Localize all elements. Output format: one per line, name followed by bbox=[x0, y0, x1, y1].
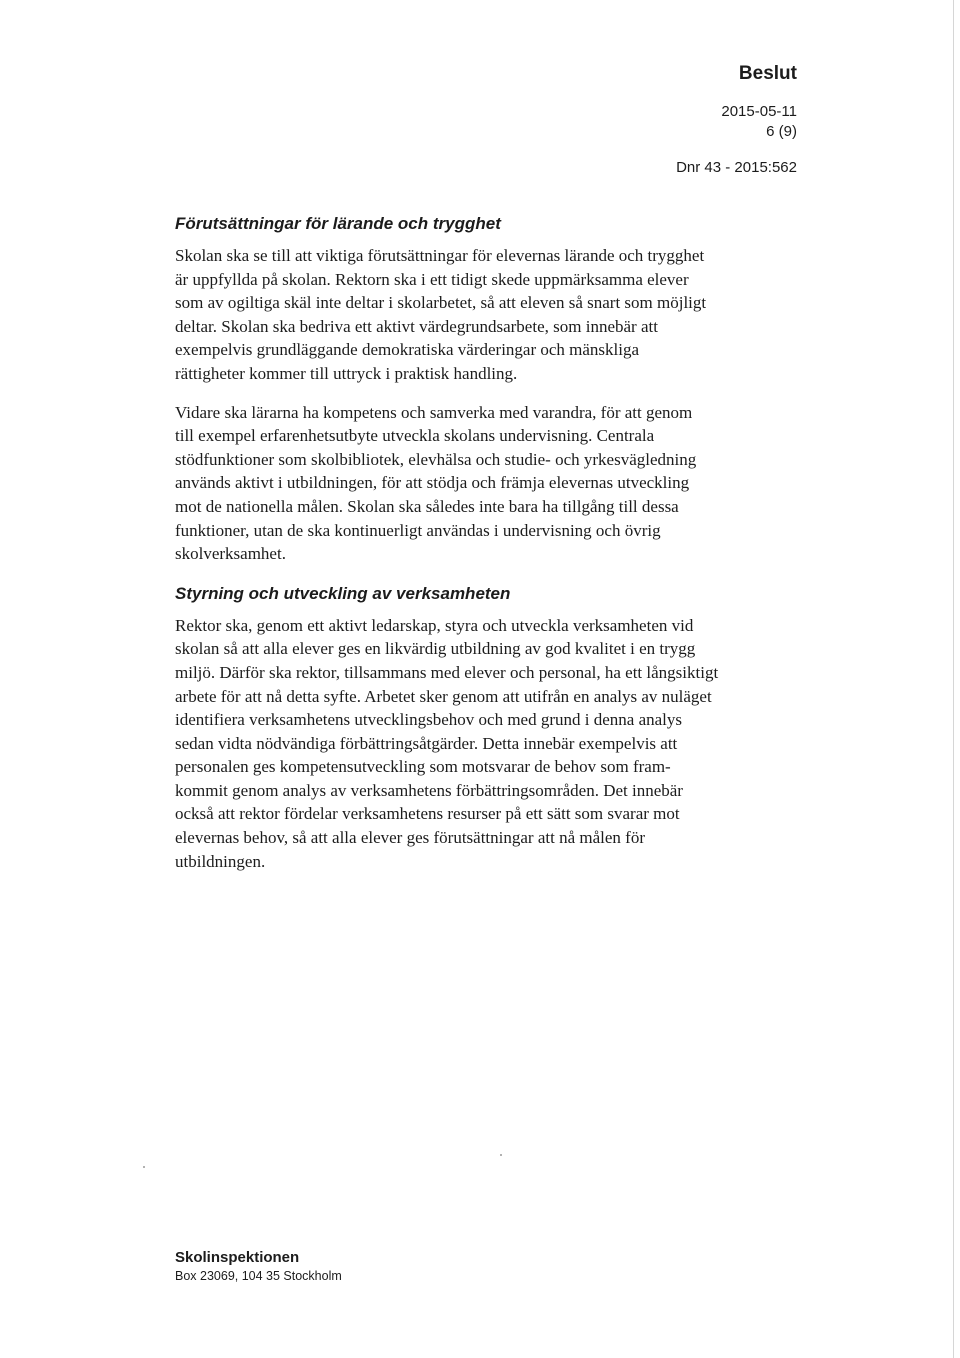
text-line: är uppfyllda på skolan. Rektorn ska i ett tidigt skede uppmärksamma elever bbox=[175, 269, 689, 289]
text-line: sedan vidta nödvändiga förbättringsåtgärder. Detta innebär exempelvis att bbox=[175, 733, 678, 753]
document-header bbox=[676, 60, 797, 178]
text-line: Skolan ska se till att viktiga förutsättningar för elevernas lärande och trygghet bbox=[175, 246, 705, 265]
text-line: används aktivt i utbildningen, för att stödja och främja elevernas utveckling bbox=[175, 473, 690, 493]
text-line: utbildningen. bbox=[175, 851, 266, 871]
section-governance bbox=[175, 582, 805, 874]
scan-speck bbox=[500, 1154, 502, 1156]
text-line: som av ogiltiga skäl inte deltar i skolarbetet, så att eleven så snart som möjligt bbox=[175, 293, 707, 313]
text-line: personalen ges kompetensutveckling som motsvarar de behov som fram- bbox=[175, 757, 671, 777]
scan-speck bbox=[143, 1166, 145, 1168]
document-date: 2015-05-11 bbox=[721, 103, 797, 120]
text-line: identifiera verksamhetens utvecklingsbehov och med grund i denna analys bbox=[175, 710, 683, 730]
section-heading: Förutsättningar för lärande och trygghet bbox=[175, 214, 501, 233]
document-type: Beslut bbox=[738, 63, 797, 84]
text-line: rättigheter kommer till uttryck i praktisk handling. bbox=[175, 363, 518, 383]
text-line: skolverksamhet. bbox=[175, 544, 286, 564]
text-line: också att rektor fördelar verksamhetens resurser på ett sätt som svarar mot bbox=[175, 804, 680, 824]
page-number: 6 (9) bbox=[766, 123, 797, 140]
text-line: exempelvis grundläggande demokratiska värderingar och mänskliga bbox=[175, 340, 640, 360]
text-line: funktioner, utan de ska kontinuerligt användas i undervisning och övrig bbox=[175, 520, 661, 540]
text-line: Rektor ska, genom ett aktivt ledarskap, styra och utveckla verksamheten vid bbox=[175, 615, 694, 635]
paragraph bbox=[175, 244, 805, 386]
text-line: arbete för att nå detta syfte. Arbetet sker genom att utifrån en analys av nuläget bbox=[175, 686, 712, 706]
paragraph bbox=[175, 401, 805, 566]
section-learning-safety bbox=[175, 212, 805, 566]
text-line: mot de nationella målen. Skolan ska således inte bara ha tillgång till dessa bbox=[175, 496, 679, 516]
text-line: skolan så att alla elever ges en likvärdig utbildning av god kvalitet i en trygg bbox=[175, 639, 696, 659]
organization-address: Box 23069, 104 35 Stockholm bbox=[175, 1269, 342, 1283]
paragraph bbox=[175, 614, 805, 874]
registration-number: Dnr 43 - 2015:562 bbox=[676, 159, 797, 176]
document-footer bbox=[175, 1248, 342, 1284]
section-heading: Styrning och utveckling av verksamheten bbox=[175, 583, 511, 603]
document-body bbox=[175, 212, 805, 873]
text-line: kommit genom analys av verksamhetens förbättringsområden. Det innebär bbox=[175, 780, 683, 800]
organization-name: Skolinspektionen bbox=[175, 1249, 300, 1266]
text-line: deltar. Skolan ska bedriva ett aktivt värdegrundsarbete, som innebär att bbox=[175, 316, 658, 336]
text-line: elevernas behov, så att alla elever ges förutsättningar att nå målen för bbox=[175, 828, 645, 848]
text-line: miljö. Därför ska rektor, tillsammans med elever och personal, ha ett långsiktigt bbox=[175, 662, 719, 682]
text-line: till exempel erfarenhetsutbyte utveckla skolans undervisning. Centrala bbox=[175, 426, 655, 446]
text-line: Vidare ska lärarna ha kompetens och samverka med varandra, för att genom bbox=[175, 402, 693, 422]
text-line: stödfunktioner som skolbibliotek, elevhälsa och studie- och yrkesvägledning bbox=[175, 449, 697, 469]
page-edge bbox=[953, 0, 954, 1358]
